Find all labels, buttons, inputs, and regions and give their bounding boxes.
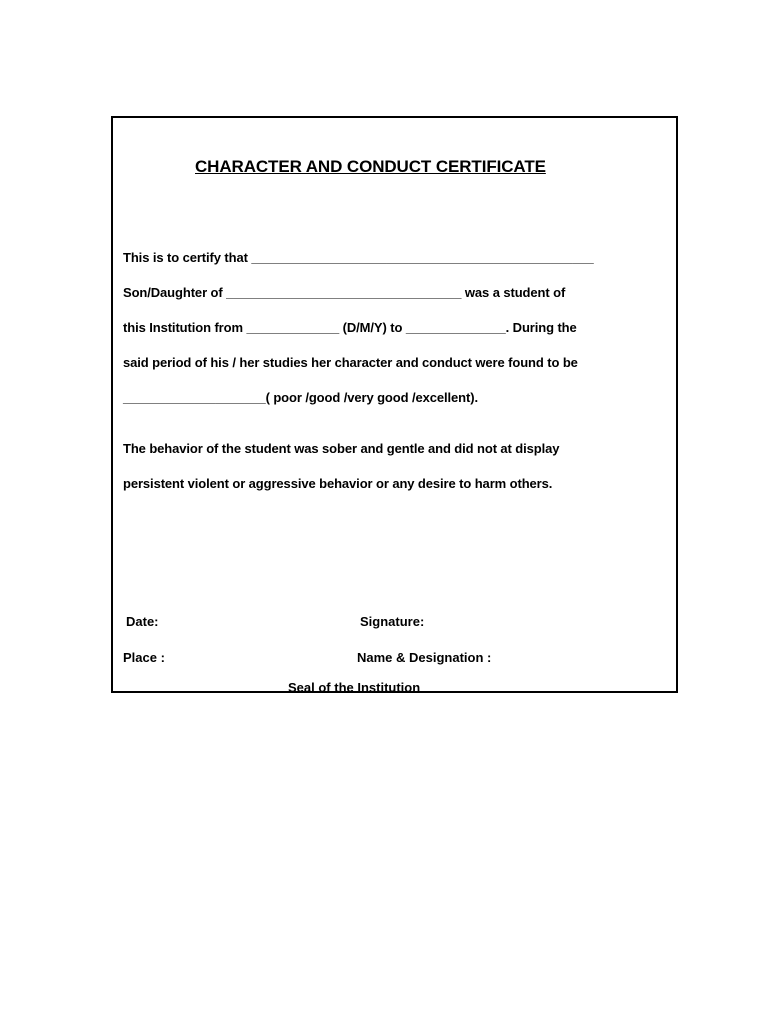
date-label: Date: [126, 614, 159, 629]
certificate-frame [111, 116, 678, 693]
behavior-line-2: persistent violent or aggressive behavior or any desire to harm others. [123, 476, 553, 491]
rating-line: ____________________( poor /good /very good /excellent). [123, 390, 478, 405]
conduct-line: said period of his / her studies her character and conduct were found to be [123, 355, 578, 370]
certificate-title: CHARACTER AND CONDUCT CERTIFICATE [195, 157, 546, 176]
parent-line: Son/Daughter of _________________________________ was a student of [123, 285, 566, 300]
name-designation-label: Name & Designation : [357, 650, 492, 665]
place-label: Place : [123, 650, 165, 665]
period-line: this Institution from _____________ (D/M/Y) to ______________. During the [123, 320, 577, 335]
signature-label: Signature: [360, 614, 425, 629]
certify-line: This is to certify that ________________________________________________ [123, 250, 594, 265]
behavior-line: The behavior of the student was sober and gentle and did not at display [123, 441, 560, 456]
seal-label: Seal of the Institution [288, 680, 421, 693]
